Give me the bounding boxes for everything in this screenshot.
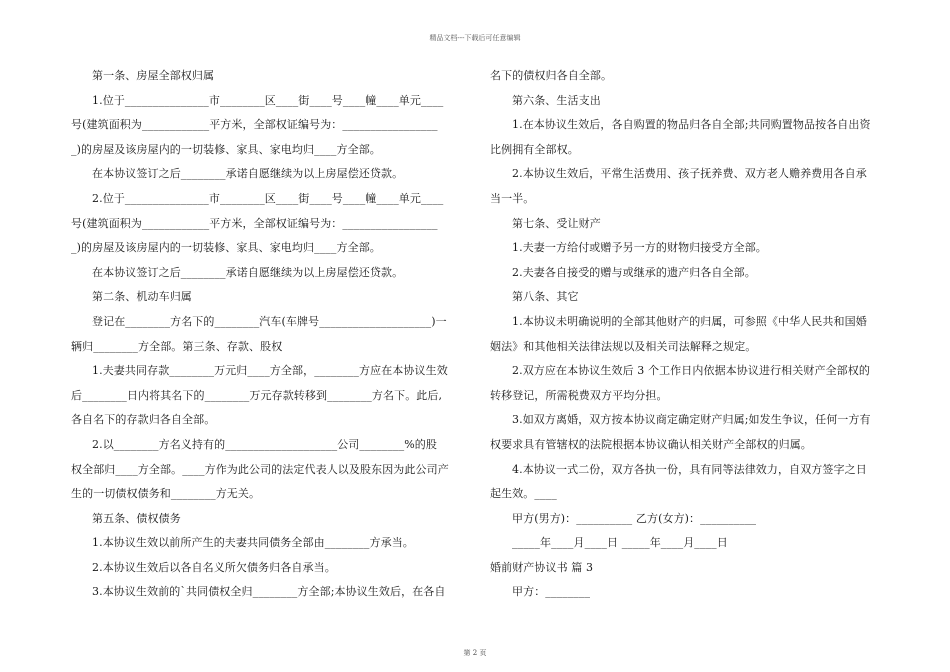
paragraph-line: 1.本协议未明确说明的全部其他财产的归属，可参照《中华人民共和国婚 [512,314,867,328]
section-heading: 第八条、其它 [512,290,579,304]
paragraph-line: 3.本协议生效前的`共同债权全归________方全部;本协议生效后，在各自 [92,585,446,599]
paragraph-line: 1.夫妻共同存款________万元归____方全部，________方应在本协议生效 [92,364,448,378]
right-column [490,64,871,605]
paragraph-line: 起生效。____ [490,487,557,501]
paragraph-line: 2.双方应在本协议生效后 3 个工作日内依据本协议进行相关财产全部权的 [512,364,870,378]
paragraph-line: 转移登记，所需税费双方平均分担。 [490,388,668,402]
paragraph-line: _)的房屋及该房屋内的一切装修、家具、家电均归____方全部。 [71,241,381,255]
paragraph-line: 辆归________方全部。第三条、存款、股权 [71,339,283,353]
paragraph-line: 4.本协议一式二份，双方各执一份，具有同等法律效力，自双方签字之日 [512,462,867,476]
page-header: 精品文档---下载后可任意编辑 [429,34,521,42]
paragraph-line: 比例拥有全部权。 [490,142,579,156]
paragraph-line: 1.本协议生效以前所产生的夫妻共同债务全部由________方承当。 [92,536,414,550]
section-heading: 第五条、债权债务 [92,511,181,525]
paragraph-line: 各自名下的存款归各自全部。 [71,413,216,427]
paragraph-line: 登记在________方名下的________汽车(车牌号____________________)一 [92,314,447,328]
paragraph-line: 1.位于_______________市________区____街____号____幢____单元____ [92,93,444,107]
page-number: 第 2 页 [463,649,487,657]
paragraph-line: 权全部归____方全部。____方作为此公司的法定代表人以及股东因为此公司产 [71,462,449,476]
paragraph-line: 2.位于_______________市________区____街____号____幢____单元____ [92,191,444,205]
paragraph-line: 2.夫妻各自接受的赠与或继承的遗产归各自全部。 [512,265,756,279]
paragraph-line: _)的房屋及该房屋内的一切装修、家具、家电均归____方全部。 [71,142,381,156]
paragraph-line: 第一条、房屋全部权归属 [92,69,215,82]
paragraph-line: 在本协议签订之后________承诺自愿继续为以上房屋偿还贷款。 [92,167,404,181]
paragraph-line: 名下的债权归各自全部。 [490,69,613,82]
paragraph-line: 后________日内将其名下的________万元存款转移到________方名下。此后, [71,388,443,402]
paragraph-line: 当一半。 [490,191,535,205]
section-heading: 第六条、生活支出 [512,93,601,107]
party-a-line: 甲方：________ [512,585,591,599]
paragraph-line: 1.夫妻一方给付或赠予另一方的财物归接受方全部。 [512,241,767,255]
date-line: _____年____月____日 _____年____月____日 [512,536,728,550]
paragraph-line: 1.在本协议生效后，各自购置的物品归各自全部;共同购置物品按各自出资 [512,118,871,132]
left-column [71,64,454,605]
paragraph-line: 生的一切债权债务和________方无关。 [71,487,261,501]
section-heading: 第二条、机动车归属 [92,290,192,304]
paragraph-line: 号(建筑面积为____________平方米，全部权证编号为：_________________ [71,118,438,132]
paragraph-line: 2.本协议生效后，平常生活费用、孩子抚养费、双方老人赡养费用各自承 [512,167,867,181]
paragraph-line: 在本协议签订之后________承诺自愿继续为以上房屋偿还贷款。 [92,265,404,279]
paragraph-line: 权要求具有管辖权的法院根据本协议确认相关财产全部权的归属。 [490,437,812,451]
paragraph-line: 3.如双方离婚，双方按本协议商定确定财产归属;如发生争议，任何一方有 [512,413,871,427]
paragraph-line: 姻法》和其他相关法律法规以及相关司法解释之规定。 [490,339,757,353]
paragraph-line: 号(建筑面积为____________平方米，全部权证编号为：_________________ [71,216,438,230]
section-heading: 第七条、受让财产 [512,216,601,230]
paragraph-line: 2.以________方名义持有的____________________公司________%的股 [92,437,437,451]
signature-line: 甲方(男方)：__________ 乙方(女方)：__________ [512,511,757,525]
section-title: 婚前财产协议书 篇 3 [490,560,594,574]
paragraph-line: 2.本协议生效后以各自名义所欠债务归各自承当。 [92,560,336,574]
